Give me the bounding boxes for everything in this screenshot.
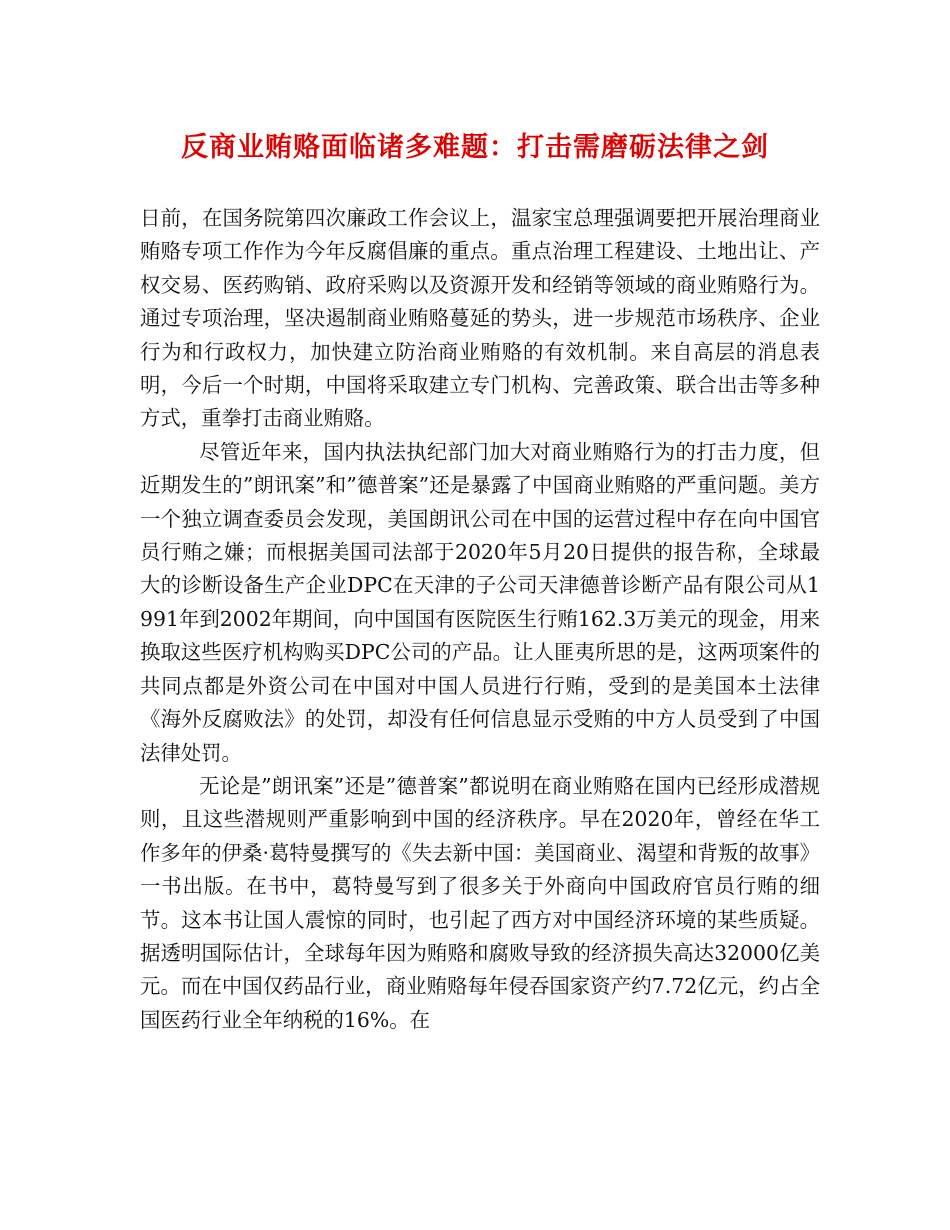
document-title: 反商业贿赂面临诸多难题：打击需磨砺法律之剑	[181, 132, 769, 163]
paragraph-3: 无论是”朗讯案”还是”德普案”都说明在商业贿赂在国内已经形成潜规则，且这些潜规则严重影响到中国的经济秩序。早在2020年，曾经在华工作多年的伊桑·葛特曼撰写的《失去新中国：美国商业、渴望和背叛的故事》一书出版。在书中，葛特曼写到了很多关于外商向中国政府官员行贿的细节。这本书让国人震惊的同时，也引起了西方对中国经济环境的某些质疑。据透明国际估计，全球每年因为贿赂和腐败导致的经济损失高达32000亿美元。而在中国仅药品行业，商业贿赂每年侵吞国家资产约7.72亿元，约占全国医药行业全年纳税的16%。在	[140, 773, 820, 1032]
paragraph-1: 日前，在国务院第四次廉政工作会议上，温家宝总理强调要把开展治理商业贿赂专项工作作为今年反腐倡廉的重点。重点治理工程建设、土地出让、产权交易、医药购销、政府采购以及资源开发和经销等领域的商业贿赂行为。通过专项治理，坚决遏制商业贿赂蔓延的势头，进一步规范市场秩序、企业行为和行政权力，加快建立防治商业贿赂的有效机制。来自高层的消息表明，今后一个时期，中国将采取建立专门机构、完善政策、联合出击等多种方式，重拳打击商业贿赂。	[140, 206, 820, 431]
document-body	[140, 202, 820, 1037]
paragraph-2: 尽管近年来，国内执法执纪部门加大对商业贿赂行为的打击力度，但近期发生的”朗讯案”和”德普案”还是暴露了中国商业贿赂的严重问题。美方一个独立调查委员会发现，美国朗讯公司在中国的运营过程中存在向中国官员行贿之嫌；而根据美国司法部于2020年5月20日提供的报告称，全球最大的诊断设备生产企业DPC在天津的子公司天津德普诊断产品有限公司从1991年到2002年期间，向中国国有医院医生行贿162.3万美元的现金，用来换取这些医疗机构购买DPC公司的产品。让人匪夷所思的是，这两项案件的共同点都是外资公司在中国对中国人员进行行贿，受到的是美国本土法律《海外反腐败法》的处罚，却没有任何信息显示受贿的中方人员受到了中国法律处罚。	[140, 439, 820, 765]
